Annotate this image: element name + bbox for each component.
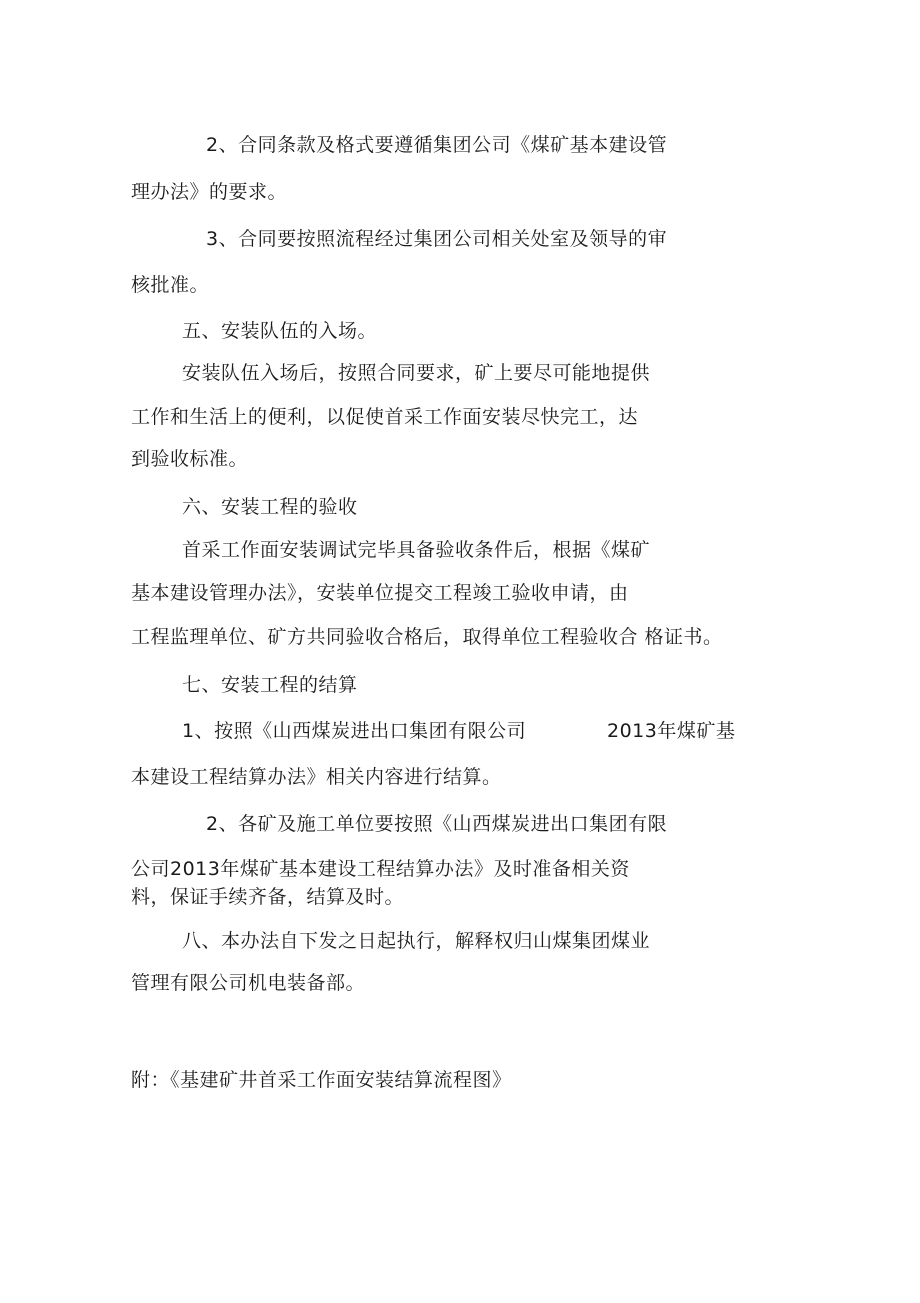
- text-line: 3、合同要按照流程经过集团公司相关处室及领导的审: [206, 228, 668, 250]
- text-line: 首采工作面安装调试完毕具备验收条件后，根据《煤矿: [182, 539, 651, 561]
- appendix-note: 附：《基建矿井首采工作面安装结算流程图》: [131, 1069, 512, 1091]
- text-line: 安装队伍入场后，按照合同要求，矿上要尽可能地提供: [182, 362, 651, 384]
- text-line: 2、合同条款及格式要遵循集团公司《煤矿基本建设管: [206, 134, 668, 156]
- text-line: 2013年煤矿基: [607, 720, 736, 742]
- text-line: 2、各矿及施工单位要按照《山西煤炭进出口集团有限: [206, 813, 668, 835]
- text-line: 工作和生活上的便利，以促使首采工作面安装尽快完工，达: [131, 406, 639, 428]
- text-line: 到验收标准。: [131, 448, 249, 470]
- text-line: 公司2013年煤矿基本建设工程结算办法》及时准备相关资: [131, 858, 630, 880]
- text-line: 本建设工程结算办法》相关内容进行结算。: [131, 766, 502, 788]
- text-line: 1、按照《山西煤炭进出口集团有限公司: [182, 720, 527, 742]
- text-line: 核批准。: [131, 274, 210, 296]
- text-line: 管理有限公司机电装备部。: [131, 972, 366, 994]
- text-line: 工程监理单位、矿方共同验收合格后，取得单位工程验收合 格证书。: [131, 626, 723, 648]
- text-line: 料，保证手续齐备，结算及时。: [131, 886, 405, 908]
- section-heading: 八、本办法自下发之日起执行，解释权归山煤集团煤业: [182, 930, 651, 952]
- section-heading: 七、安装工程的结算: [182, 674, 358, 696]
- text-line: 理办法》的要求。: [131, 181, 288, 203]
- text-line: 基本建设管理办法》，安装单位提交工程竣工验收申请，由: [131, 582, 629, 604]
- section-heading: 六、安装工程的验收: [182, 496, 358, 518]
- section-heading: 五、安装队伍的入场。: [182, 320, 378, 342]
